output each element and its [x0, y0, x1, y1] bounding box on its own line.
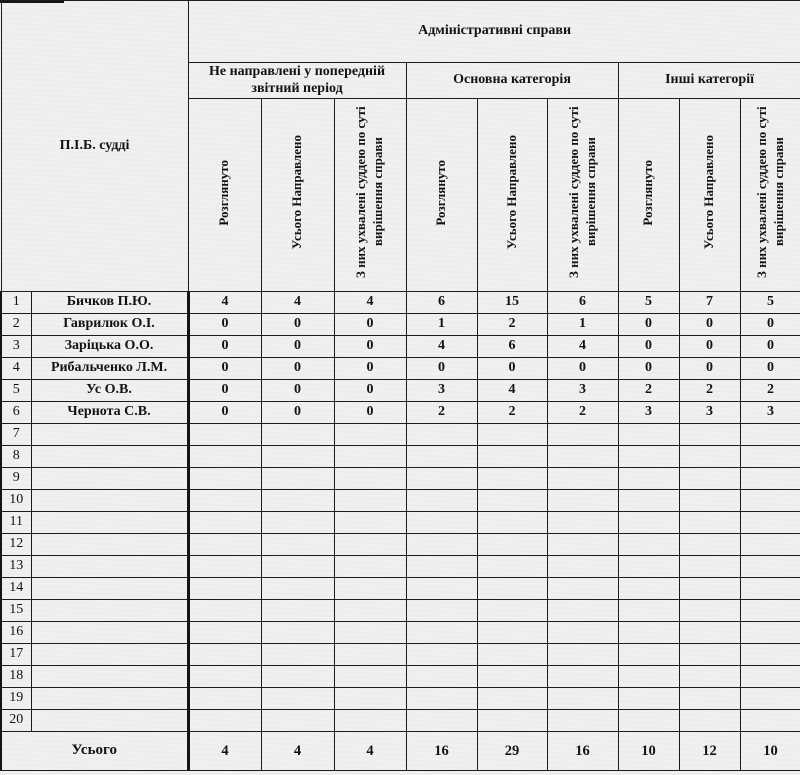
- value-cell: [334, 556, 406, 578]
- judge-name-cell: [31, 446, 188, 468]
- value-cell: 0: [334, 358, 406, 380]
- column-header-total-sent: [679, 99, 740, 292]
- column-header-decided-on-merits: [334, 99, 406, 292]
- value-cell: 0: [618, 314, 679, 336]
- value-cell: [547, 490, 618, 512]
- value-cell: [406, 622, 477, 644]
- judge-name-cell: [31, 710, 188, 732]
- value-cell: [618, 688, 679, 710]
- value-cell: [547, 622, 618, 644]
- value-cell: [547, 710, 618, 732]
- table-row: [1, 622, 800, 644]
- value-cell: 3: [406, 380, 477, 402]
- value-cell: [740, 512, 800, 534]
- value-cell: 0: [547, 358, 618, 380]
- value-cell: 0: [679, 358, 740, 380]
- value-cell: [334, 446, 406, 468]
- value-cell: [740, 644, 800, 666]
- row-number: 10: [1, 490, 31, 512]
- value-cell: [406, 534, 477, 556]
- value-cell: 2: [477, 402, 547, 424]
- row-number: 12: [1, 534, 31, 556]
- table-row: [1, 666, 800, 688]
- value-cell: 2: [679, 380, 740, 402]
- judge-name-cell: Гаврилюк О.І.: [31, 314, 188, 336]
- value-cell: [477, 556, 547, 578]
- table-row: [1, 688, 800, 710]
- value-cell: 0: [261, 336, 334, 358]
- rotated-label: Усього Направлено: [701, 135, 717, 250]
- value-cell: [334, 644, 406, 666]
- value-cell: [740, 534, 800, 556]
- group-header-main-category: Основна категорія: [406, 63, 618, 99]
- table-row: [1, 490, 800, 512]
- value-cell: [334, 710, 406, 732]
- value-cell: [188, 666, 261, 688]
- judge-name-cell: Рибальченко Л.М.: [31, 358, 188, 380]
- value-cell: [679, 534, 740, 556]
- column-header-considered: [618, 99, 679, 292]
- row-number: 1: [1, 292, 31, 314]
- value-cell: [188, 490, 261, 512]
- table-row: [1, 534, 800, 556]
- value-cell: [477, 600, 547, 622]
- value-cell: 0: [618, 336, 679, 358]
- totals-row: [1, 732, 800, 771]
- value-cell: [547, 578, 618, 600]
- row-number: 11: [1, 512, 31, 534]
- row-number: 16: [1, 622, 31, 644]
- table-row: [1, 314, 800, 336]
- value-cell: [334, 600, 406, 622]
- value-cell: [547, 512, 618, 534]
- value-cell: 0: [188, 380, 261, 402]
- value-cell: [547, 446, 618, 468]
- value-cell: [188, 534, 261, 556]
- value-cell: 0: [334, 314, 406, 336]
- value-cell: [261, 600, 334, 622]
- column-header-decided-on-merits: [740, 99, 800, 292]
- table-row: [1, 292, 800, 314]
- value-cell: 0: [334, 380, 406, 402]
- total-value-cell: 4: [334, 732, 406, 771]
- column-header-considered: [188, 99, 261, 292]
- rotated-label: З них ухвалені суддею по суті вирішення справи: [353, 106, 386, 279]
- value-cell: [740, 688, 800, 710]
- value-cell: [679, 622, 740, 644]
- value-cell: [188, 688, 261, 710]
- value-cell: [406, 644, 477, 666]
- value-cell: [618, 424, 679, 446]
- value-cell: [261, 534, 334, 556]
- value-cell: 3: [740, 402, 800, 424]
- value-cell: [334, 512, 406, 534]
- value-cell: [406, 666, 477, 688]
- value-cell: [334, 424, 406, 446]
- value-cell: [334, 534, 406, 556]
- value-cell: 0: [618, 358, 679, 380]
- value-cell: [740, 556, 800, 578]
- table-row: [1, 336, 800, 358]
- value-cell: [740, 600, 800, 622]
- row-number: 18: [1, 666, 31, 688]
- value-cell: [547, 534, 618, 556]
- value-cell: 4: [188, 292, 261, 314]
- value-cell: 4: [547, 336, 618, 358]
- value-cell: [261, 688, 334, 710]
- judge-name-cell: [31, 512, 188, 534]
- judge-name-cell: Заріцька О.О.: [31, 336, 188, 358]
- value-cell: [679, 688, 740, 710]
- value-cell: [679, 710, 740, 732]
- value-cell: 0: [261, 402, 334, 424]
- value-cell: [188, 578, 261, 600]
- value-cell: [679, 578, 740, 600]
- value-cell: 3: [679, 402, 740, 424]
- value-cell: [261, 468, 334, 490]
- judge-name-cell: [31, 666, 188, 688]
- value-cell: [679, 424, 740, 446]
- value-cell: 0: [740, 336, 800, 358]
- value-cell: [679, 666, 740, 688]
- value-cell: 0: [188, 336, 261, 358]
- row-number: 20: [1, 710, 31, 732]
- judge-name-cell: [31, 468, 188, 490]
- value-cell: [679, 446, 740, 468]
- value-cell: 5: [740, 292, 800, 314]
- judge-name-cell: Чернота С.В.: [31, 402, 188, 424]
- value-cell: [334, 468, 406, 490]
- row-number: 13: [1, 556, 31, 578]
- value-cell: [679, 556, 740, 578]
- value-cell: [477, 468, 547, 490]
- value-cell: [547, 688, 618, 710]
- value-cell: [618, 534, 679, 556]
- value-cell: 5: [618, 292, 679, 314]
- total-value-cell: 16: [406, 732, 477, 771]
- group-header-other-categories: Інші категорії: [618, 63, 800, 99]
- column-header-considered: [406, 99, 477, 292]
- value-cell: 3: [547, 380, 618, 402]
- value-cell: [740, 490, 800, 512]
- value-cell: [547, 556, 618, 578]
- rotated-label: Розглянуто: [433, 159, 449, 226]
- judge-name-cell: [31, 490, 188, 512]
- value-cell: [618, 490, 679, 512]
- value-cell: [406, 490, 477, 512]
- value-cell: [406, 446, 477, 468]
- value-cell: 0: [188, 358, 261, 380]
- judge-name-cell: [31, 644, 188, 666]
- value-cell: [477, 490, 547, 512]
- value-cell: 7: [679, 292, 740, 314]
- row-number: 15: [1, 600, 31, 622]
- total-value-cell: 10: [740, 732, 800, 771]
- value-cell: [618, 644, 679, 666]
- value-cell: 0: [261, 380, 334, 402]
- value-cell: 0: [740, 314, 800, 336]
- table-row: [1, 600, 800, 622]
- table-body: [1, 292, 800, 732]
- value-cell: [406, 424, 477, 446]
- value-cell: [547, 666, 618, 688]
- rotated-label: Розглянуто: [216, 159, 232, 226]
- value-cell: [334, 688, 406, 710]
- value-cell: [406, 710, 477, 732]
- table-row: [1, 380, 800, 402]
- total-value-cell: 12: [679, 732, 740, 771]
- value-cell: [261, 512, 334, 534]
- value-cell: [477, 644, 547, 666]
- value-cell: [547, 424, 618, 446]
- value-cell: [261, 644, 334, 666]
- value-cell: [618, 666, 679, 688]
- rotated-label: З них ухвалені суддею по суті вирішення справи: [565, 106, 598, 279]
- value-cell: [334, 490, 406, 512]
- value-cell: 0: [679, 336, 740, 358]
- value-cell: [618, 556, 679, 578]
- total-value-cell: 4: [261, 732, 334, 771]
- row-number: 5: [1, 380, 31, 402]
- value-cell: [406, 578, 477, 600]
- value-cell: 4: [261, 292, 334, 314]
- value-cell: [261, 556, 334, 578]
- value-cell: 0: [679, 314, 740, 336]
- value-cell: 2: [618, 380, 679, 402]
- value-cell: [334, 666, 406, 688]
- value-cell: 15: [477, 292, 547, 314]
- table-row: [1, 358, 800, 380]
- column-header-total-sent: [261, 99, 334, 292]
- value-cell: [406, 556, 477, 578]
- row-number: 4: [1, 358, 31, 380]
- value-cell: 0: [334, 402, 406, 424]
- rotated-label: З них ухвалені суддею по суті вирішення справи: [753, 106, 786, 279]
- value-cell: [188, 512, 261, 534]
- value-cell: 2: [547, 402, 618, 424]
- value-cell: 1: [547, 314, 618, 336]
- value-cell: [618, 512, 679, 534]
- value-cell: [477, 446, 547, 468]
- row-number: 3: [1, 336, 31, 358]
- column-header-total-sent: [477, 99, 547, 292]
- value-cell: 1: [406, 314, 477, 336]
- value-cell: [261, 424, 334, 446]
- total-value-cell: 16: [547, 732, 618, 771]
- judge-name-cell: Бичков П.Ю.: [31, 292, 188, 314]
- value-cell: [618, 600, 679, 622]
- value-cell: [261, 490, 334, 512]
- value-cell: [188, 424, 261, 446]
- total-value-cell: 10: [618, 732, 679, 771]
- value-cell: 3: [618, 402, 679, 424]
- value-cell: 6: [406, 292, 477, 314]
- rotated-label: Усього Направлено: [503, 135, 519, 250]
- value-cell: 0: [334, 336, 406, 358]
- table-row: [1, 424, 800, 446]
- value-cell: [740, 622, 800, 644]
- value-cell: [740, 710, 800, 732]
- value-cell: [261, 710, 334, 732]
- judge-name-cell: [31, 534, 188, 556]
- value-cell: [547, 600, 618, 622]
- value-cell: 0: [477, 358, 547, 380]
- value-cell: [679, 512, 740, 534]
- judge-name-cell: [31, 688, 188, 710]
- total-value-cell: 29: [477, 732, 547, 771]
- value-cell: [477, 688, 547, 710]
- value-cell: [477, 710, 547, 732]
- value-cell: [477, 622, 547, 644]
- value-cell: 4: [477, 380, 547, 402]
- value-cell: [261, 578, 334, 600]
- value-cell: [477, 512, 547, 534]
- value-cell: 6: [547, 292, 618, 314]
- judge-name-cell: Ус О.В.: [31, 380, 188, 402]
- value-cell: [740, 446, 800, 468]
- rotated-label: Розглянуто: [640, 159, 656, 226]
- value-cell: [188, 556, 261, 578]
- row-number: 17: [1, 644, 31, 666]
- row-number: 6: [1, 402, 31, 424]
- table-row: [1, 710, 800, 732]
- total-value-cell: 4: [188, 732, 261, 771]
- value-cell: [406, 600, 477, 622]
- value-cell: [477, 666, 547, 688]
- value-cell: [618, 710, 679, 732]
- value-cell: [618, 468, 679, 490]
- value-cell: [261, 666, 334, 688]
- value-cell: [477, 534, 547, 556]
- judge-name-cell: [31, 622, 188, 644]
- totals-label: Усього: [1, 732, 188, 771]
- value-cell: [188, 644, 261, 666]
- value-cell: [477, 578, 547, 600]
- value-cell: [261, 446, 334, 468]
- value-cell: 4: [406, 336, 477, 358]
- value-cell: [679, 490, 740, 512]
- value-cell: [740, 666, 800, 688]
- value-cell: [618, 578, 679, 600]
- value-cell: [188, 468, 261, 490]
- judge-name-cell: [31, 578, 188, 600]
- value-cell: 2: [406, 402, 477, 424]
- table-row: [1, 556, 800, 578]
- judge-name-cell: [31, 600, 188, 622]
- value-cell: [679, 644, 740, 666]
- value-cell: [618, 446, 679, 468]
- value-cell: [547, 468, 618, 490]
- table-row: [1, 578, 800, 600]
- table-row: [1, 468, 800, 490]
- table-title: Адміністративні справи: [188, 1, 800, 63]
- value-cell: 2: [740, 380, 800, 402]
- value-cell: [679, 600, 740, 622]
- value-cell: [679, 468, 740, 490]
- value-cell: 4: [334, 292, 406, 314]
- value-cell: 0: [261, 358, 334, 380]
- value-cell: [406, 512, 477, 534]
- value-cell: [547, 644, 618, 666]
- group-header-not-forwarded: Не направлені у попередній звітний період: [188, 63, 406, 99]
- table-row: [1, 644, 800, 666]
- value-cell: [261, 622, 334, 644]
- table-row: [1, 402, 800, 424]
- judge-name-cell: [31, 424, 188, 446]
- value-cell: 6: [477, 336, 547, 358]
- value-cell: [188, 446, 261, 468]
- row-number: 14: [1, 578, 31, 600]
- value-cell: 0: [188, 402, 261, 424]
- value-cell: 0: [188, 314, 261, 336]
- value-cell: [334, 622, 406, 644]
- row-number: 7: [1, 424, 31, 446]
- value-cell: [188, 710, 261, 732]
- value-cell: [334, 578, 406, 600]
- value-cell: [188, 600, 261, 622]
- value-cell: 0: [406, 358, 477, 380]
- value-cell: [740, 424, 800, 446]
- value-cell: 0: [261, 314, 334, 336]
- row-number: 2: [1, 314, 31, 336]
- value-cell: 0: [740, 358, 800, 380]
- table-row: [1, 446, 800, 468]
- row-number: 19: [1, 688, 31, 710]
- value-cell: [477, 424, 547, 446]
- row-number: 8: [1, 446, 31, 468]
- value-cell: [188, 622, 261, 644]
- value-cell: [618, 622, 679, 644]
- judge-name-cell: [31, 556, 188, 578]
- column-header-decided-on-merits: [547, 99, 618, 292]
- row-number: 9: [1, 468, 31, 490]
- rotated-label: Усього Направлено: [289, 135, 305, 250]
- value-cell: 2: [477, 314, 547, 336]
- value-cell: [406, 468, 477, 490]
- value-cell: [740, 578, 800, 600]
- value-cell: [740, 468, 800, 490]
- table-row: [1, 512, 800, 534]
- judge-name-column-header: П.І.Б. судді: [1, 1, 188, 292]
- value-cell: [406, 688, 477, 710]
